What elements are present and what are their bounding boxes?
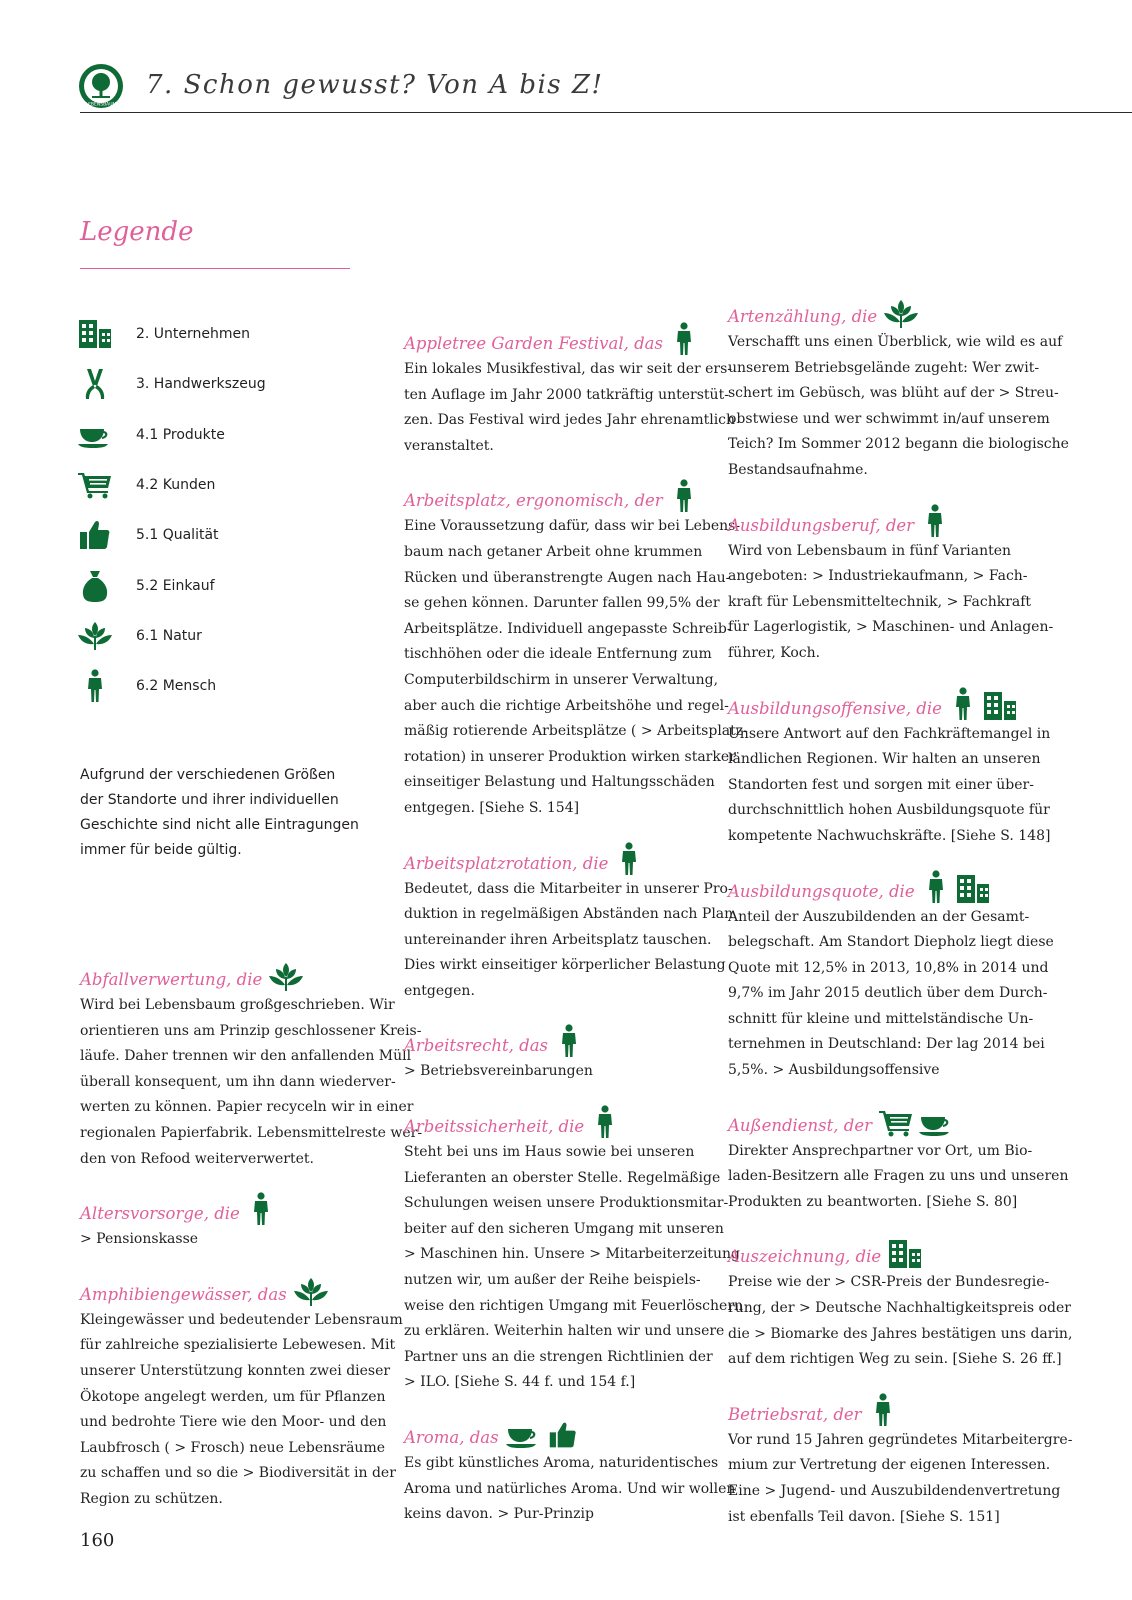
entry-text-line: ländlichen Regionen. Wir halten an unseren xyxy=(728,751,1041,768)
entry-description xyxy=(80,993,423,1172)
legend-item xyxy=(74,518,374,558)
glossary-entry xyxy=(728,1235,1073,1372)
entry-text-line: > Betriebsvereinbarungen xyxy=(404,1063,593,1080)
entry-heading-row xyxy=(404,322,704,356)
glossary-entry xyxy=(728,870,1054,1084)
entry-text-line: Partner uns an die strengen Richtlinien der xyxy=(404,1348,713,1365)
entry-heading-row xyxy=(404,1416,704,1450)
entry-text-line: zen. Das Festival wird jedes Jahr ehrenamtlich xyxy=(404,412,736,429)
thumbs-up-icon xyxy=(78,518,112,552)
person-icon xyxy=(247,1192,275,1226)
entry-description xyxy=(80,1227,380,1253)
entry-text-line: Schulungen weisen unsere Produktionsmitar- xyxy=(404,1195,729,1212)
legend-item xyxy=(74,669,374,709)
entry-text-line: weise den richtigen Umgang mit Feuerlöschern xyxy=(404,1297,744,1314)
entry-text-line: unserer Unterstützung konnten zwei dieser xyxy=(80,1362,391,1379)
entry-text-line: Eine > Jugend- und Auszubildendenvertretung xyxy=(728,1483,1061,1499)
entry-text-line: entgegen. [Siehe S. 154] xyxy=(404,799,580,816)
entry-category-icons xyxy=(879,1108,953,1138)
glossary-entry xyxy=(404,322,736,459)
entry-text-line: baum nach getaner Arbeit ohne krummen xyxy=(404,543,703,560)
entry-heading-row xyxy=(728,1235,1028,1269)
legend-item-label: 6.2 Mensch xyxy=(136,678,217,695)
glossary-entry xyxy=(80,1273,403,1513)
entry-text-line: Unsere Antwort auf den Fachkräftemangel in xyxy=(728,725,1051,742)
glossary-entry xyxy=(404,1105,744,1396)
entry-category-icons xyxy=(615,842,643,876)
entry-text-line: ist ebenfalls Teil davon. [Siehe S. 151] xyxy=(728,1508,1000,1525)
entry-description xyxy=(404,357,736,459)
glossary-entry xyxy=(728,687,1051,850)
entry-description xyxy=(728,905,1054,1084)
entry-text-line: läufe. Daher trennen wir den anfallenden Müll xyxy=(80,1048,412,1065)
entry-category-icons xyxy=(670,479,698,513)
entry-text-line: beiter auf den sicheren Umgang mit unseren xyxy=(404,1220,724,1237)
glossary-column-2 xyxy=(404,322,748,1528)
entry-term: Ausbildungsberuf, der xyxy=(728,515,915,535)
entry-text-line: > Pensionskasse xyxy=(80,1231,199,1248)
person-icon xyxy=(591,1105,619,1139)
entry-description xyxy=(728,1139,1069,1216)
entry-text-line: die > Biomarke des Jahres bestätigen uns darin, xyxy=(728,1325,1073,1342)
entry-text-line: Wird bei Lebensbaum großgeschrieben. Wir xyxy=(80,997,395,1013)
entry-heading-row xyxy=(728,687,1028,721)
entry-text-line: se gehen können. Darunter fallen 99,5% der xyxy=(404,595,720,612)
entry-description xyxy=(728,539,1054,667)
entry-text-line: Arbeitsplätze. Individuell angepasste Schreib- xyxy=(404,620,732,637)
bag-icon xyxy=(78,569,112,603)
entry-text-line: orientieren uns am Prinzip geschlossener Kreis- xyxy=(80,1022,422,1039)
legend-note-line: immer für beide gültig. xyxy=(80,842,242,858)
entry-term: Betriebsrat, der xyxy=(728,1404,862,1424)
entry-text-line: Ein lokales Musikfestival, das wir seit der ers- xyxy=(404,361,733,377)
entry-heading-row xyxy=(404,479,704,513)
glossary-entry xyxy=(404,1416,736,1528)
entry-text-line: Standorten fest und sorgen mit einer über- xyxy=(728,776,1034,793)
entry-category-icons xyxy=(888,1239,922,1269)
entry-category-icons xyxy=(591,1105,619,1139)
entry-heading-row xyxy=(728,1393,1028,1427)
entry-text-line: angeboten: > Industriekaufmann, > Fach- xyxy=(728,568,1028,585)
entry-term: Ausbildungsquote, die xyxy=(728,881,915,901)
entry-category-icons xyxy=(869,1393,897,1427)
entry-term: Arbeitsrecht, das xyxy=(404,1036,549,1056)
legend-item xyxy=(74,619,374,659)
header-divider xyxy=(80,112,1132,113)
entry-text-line: Lieferanten an oberster Stelle. Regelmäßige xyxy=(404,1169,721,1186)
entry-text-line: durchschnittlich hohen Ausbildungsquote für xyxy=(728,802,1050,819)
legend-item xyxy=(74,367,374,407)
entry-text-line: überall konsequent, um ihn dann wiederver- xyxy=(80,1073,396,1090)
entry-text-line: untereinander ihren Arbeitsplatz tauschen. xyxy=(404,931,712,948)
entry-text-line: und bedrohte Tiere wie den Moor- und den xyxy=(80,1414,387,1431)
plant-icon xyxy=(269,962,303,992)
entry-text-line: Verschafft uns einen Überblick, wie wild es auf xyxy=(728,334,1063,350)
entry-text-line: Computerbildschirm in unserer Verwaltung, xyxy=(404,671,719,688)
entry-category-icons xyxy=(921,504,949,538)
entry-text-line: 9,7% im Jahr 2015 deutlich über dem Durch- xyxy=(728,985,1048,1002)
entry-term: Amphibiengewässer, das xyxy=(80,1284,287,1304)
entry-category-icons xyxy=(670,322,698,356)
entry-description xyxy=(404,1059,704,1085)
entry-text-line: nutzen wir, um außer der Reihe beispiels- xyxy=(404,1272,701,1289)
entry-text-line: Vor rund 15 Jahren gegründetes Mitarbeitergre- xyxy=(728,1431,1073,1448)
entry-text-line: mium zur Vertretung der eigenen Interessen. xyxy=(728,1457,1051,1474)
cart-icon xyxy=(879,1108,913,1138)
entry-text-line: > Maschinen hin. Unsere > Mitarbeiterzeitung xyxy=(404,1246,741,1263)
glossary-entry xyxy=(404,479,748,821)
entry-term: Altersvorsorge, die xyxy=(80,1204,240,1224)
entry-text-line: Preise wie der > CSR-Preis der Bundesregie- xyxy=(728,1274,1050,1291)
glossary-entry xyxy=(80,1192,380,1253)
entry-term: Arbeitsplatz, ergonomisch, der xyxy=(404,491,663,511)
legend-note xyxy=(80,763,380,863)
legend-note-line: der Standorte und ihrer individuellen xyxy=(80,792,339,808)
legend-item-label: 5.2 Einkauf xyxy=(136,577,215,594)
entry-text-line: werten zu können. Papier recyceln wir in einer xyxy=(80,1099,414,1116)
entry-text-line: Eine Voraussetzung dafür, dass wir bei Lebens- xyxy=(404,518,741,535)
entry-text-line: Steht bei uns im Haus sowie bei unseren xyxy=(404,1144,695,1161)
entry-category-icons xyxy=(294,1277,328,1307)
entry-heading-row xyxy=(728,504,1028,538)
person-icon xyxy=(670,322,698,356)
person-icon xyxy=(670,479,698,513)
glossary-column-1 xyxy=(80,958,423,1513)
entry-text-line: Laubfrosch ( > Frosch) neue Lebensräume xyxy=(80,1439,385,1456)
entry-text-line: > ILO. [Siehe S. 44 f. und 154 f.] xyxy=(404,1374,636,1391)
entry-text-line: Ökotope angelegt werden, um für Pflanzen xyxy=(80,1388,386,1405)
entry-text-line: Es gibt künstliches Aroma, naturidentisches xyxy=(404,1455,719,1471)
legend-divider xyxy=(80,268,350,269)
entry-term: Artenzählung, die xyxy=(728,307,878,326)
legend-note-line: Aufgrund der verschiedenen Größen xyxy=(80,767,336,783)
entry-text-line: belegschaft. Am Standort Diepholz liegt diese xyxy=(728,934,1054,951)
person-icon xyxy=(922,870,950,904)
entry-heading-row xyxy=(728,295,1028,329)
person-icon xyxy=(869,1393,897,1427)
person-icon xyxy=(615,842,643,876)
cup-icon xyxy=(78,418,112,452)
entry-heading-row xyxy=(728,870,1028,904)
legend-item-label: 2. Unternehmen xyxy=(136,326,251,342)
entry-text-line: Teich? Im Sommer 2012 begann die biologische xyxy=(728,436,1069,453)
building-icon xyxy=(888,1239,922,1269)
entry-text-line: entgegen. xyxy=(404,982,475,999)
entry-text-line: regionalen Papierfabrik. Lebensmittelreste wer- xyxy=(80,1124,423,1141)
cup-icon xyxy=(919,1108,953,1138)
entry-text-line: Dies wirkt einseitiger körperlicher Belastung xyxy=(404,957,726,974)
chapter-title: 7. Schon gewusst? Von A bis Z! xyxy=(146,70,604,100)
entry-text-line: unserem Betriebsgelände zugeht: Wer zwit- xyxy=(728,359,1040,376)
entry-text-line: schnitt für kleine und mittelständische Un- xyxy=(728,1010,1034,1027)
cart-icon xyxy=(78,468,112,502)
entry-description xyxy=(80,1308,403,1513)
entry-text-line: auf dem richtigen Weg zu sein. [Siehe S. 26 ff.] xyxy=(728,1351,1062,1368)
entry-term: Ausbildungsoffensive, die xyxy=(728,698,942,718)
entry-text-line: tischhöhen oder die ideale Entfernung zum xyxy=(404,646,712,663)
building-icon xyxy=(78,317,112,351)
entry-category-icons xyxy=(269,962,303,992)
entry-category-icons xyxy=(555,1024,583,1058)
entry-text-line: für Lagerlogistik, > Maschinen- und Anlagen- xyxy=(728,619,1054,636)
entry-term: Arbeitsplatzrotation, die xyxy=(404,853,609,873)
entry-category-icons xyxy=(506,1420,580,1450)
entry-text-line: mäßig rotierende Arbeitsplätze ( > Arbeitsplatz- xyxy=(404,723,748,740)
entry-text-line: kraft für Lebensmitteltechnik, > Fachkraft xyxy=(728,593,1032,610)
entry-text-line: rung, der > Deutsche Nachhaltigkeitspreis oder xyxy=(728,1300,1071,1317)
plant-icon xyxy=(78,619,112,653)
entry-description xyxy=(404,877,734,1005)
legend-item xyxy=(74,569,374,609)
legend-item-label: 4.1 Produkte xyxy=(136,426,225,443)
entry-text-line: 5,5%. > Ausbildungsoffensive xyxy=(728,1062,940,1079)
legend-item-label: 6.1 Natur xyxy=(136,627,202,644)
legend-item-label: 5.1 Qualität xyxy=(136,527,219,544)
entry-text-line: Kleingewässer und bedeutender Lebensraum xyxy=(80,1311,403,1328)
entry-text-line: Wird von Lebensbaum in fünf Varianten xyxy=(728,542,1012,559)
entry-heading-row xyxy=(404,842,704,876)
entry-text-line: Region zu schützen. xyxy=(80,1490,223,1507)
plant-icon xyxy=(294,1277,328,1307)
entry-term: Abfallverwertung, die xyxy=(80,970,263,989)
legend-item xyxy=(74,468,374,508)
person-icon xyxy=(921,504,949,538)
entry-text-line: ten Auflage im Jahr 2000 tatkräftig unterstüt- xyxy=(404,386,729,403)
entry-text-line: zu erklären. Weiterhin halten wir und unsere xyxy=(404,1323,725,1340)
lebensbaum-logo xyxy=(78,63,124,109)
entry-heading-row xyxy=(728,1104,1028,1138)
entry-text-line: ternehmen in Deutschland: Der lag 2014 bei xyxy=(728,1036,1045,1053)
entry-description xyxy=(728,722,1051,850)
entry-term: Arbeitssicherheit, die xyxy=(404,1117,585,1137)
legend-item-label: 4.2 Kunden xyxy=(136,476,216,493)
entry-term: Außendienst, der xyxy=(728,1115,872,1135)
entry-description xyxy=(728,1270,1073,1372)
entry-category-icons xyxy=(922,870,990,904)
thumbs-up-icon xyxy=(546,1420,580,1450)
legend-heading: Legende xyxy=(80,217,194,247)
entry-category-icons xyxy=(884,299,918,329)
entry-text-line: duktion in regelmäßigen Abständen nach Plan xyxy=(404,906,734,923)
svg-text:LEBENSBAUM: LEBENSBAUM xyxy=(85,102,117,108)
entry-heading-row xyxy=(80,958,380,992)
entry-text-line: führer, Koch. xyxy=(728,644,821,661)
entry-text-line: für zahlreiche spezialisierte Lebewesen. Mit xyxy=(80,1337,396,1354)
building-icon xyxy=(956,874,990,904)
entry-text-line: Bestandsaufnahme. xyxy=(728,461,868,478)
page-number: 160 xyxy=(80,1530,115,1551)
entry-text-line: Anteil der Auszubildenden an der Gesamt- xyxy=(728,908,1030,925)
person-icon xyxy=(78,669,112,703)
entry-text-line: aber auch die richtige Arbeitshöhe und regel- xyxy=(404,697,729,714)
entry-text-line: keins davon. > Pur-Prinzip xyxy=(404,1506,594,1523)
entry-description xyxy=(728,330,1069,484)
entry-term: Auszeichnung, die xyxy=(728,1247,882,1267)
legend-item xyxy=(74,418,374,458)
person-icon xyxy=(949,687,977,721)
entry-text-line: Aroma und natürliches Aroma. Und wir wollen xyxy=(404,1480,736,1497)
entry-description xyxy=(404,514,748,821)
plant-icon xyxy=(884,299,918,329)
entry-text-line: zu schaffen und so die > Biodiversität in der xyxy=(80,1465,396,1482)
entry-term: Aroma, das xyxy=(404,1428,499,1447)
cup-icon xyxy=(506,1420,540,1450)
entry-term: Appletree Garden Festival, das xyxy=(404,334,663,353)
glossary-entry xyxy=(404,1024,704,1085)
legend-note-line: Geschichte sind nicht alle Eintragungen xyxy=(80,817,359,833)
legend-item-label: 3. Handwerkszeug xyxy=(136,376,266,393)
glossary-column-3 xyxy=(728,295,1073,1530)
entry-heading-row xyxy=(80,1273,380,1307)
entry-category-icons xyxy=(949,687,1017,721)
entry-text-line: veranstaltet. xyxy=(404,437,494,454)
entry-text-line: rotation) in unserer Produktion wirken starker xyxy=(404,748,736,765)
entry-text-line: Bedeutet, dass die Mitarbeiter in unserer Pro- xyxy=(404,880,733,897)
glossary-entry xyxy=(728,1393,1073,1530)
entry-description xyxy=(404,1140,744,1396)
glossary-entry xyxy=(728,1104,1069,1216)
glossary-entry xyxy=(728,295,1069,484)
entry-text-line: Direkter Ansprechpartner vor Ort, um Bio- xyxy=(728,1142,1033,1159)
entry-heading-row xyxy=(404,1105,704,1139)
entry-heading-row xyxy=(404,1024,704,1058)
person-icon xyxy=(555,1024,583,1058)
entry-text-line: Produkten zu beantworten. [Siehe S. 80] xyxy=(728,1193,1018,1210)
entry-text-line: schert im Gebüsch, was blüht auf der > Streu- xyxy=(728,385,1059,402)
glossary-entry xyxy=(404,842,734,1005)
tools-icon xyxy=(78,367,112,401)
entry-text-line: den von Refood weiterverwertet. xyxy=(80,1150,314,1167)
entry-text-line: obstwiese und wer schwimmt in/auf unserem xyxy=(728,410,1050,427)
entry-text-line: Rücken und überanstrengte Augen nach Hau- xyxy=(404,569,731,586)
glossary-entry xyxy=(80,958,423,1172)
entry-heading-row xyxy=(80,1192,380,1226)
entry-description xyxy=(728,1428,1073,1530)
legend-item xyxy=(74,317,374,357)
building-icon xyxy=(983,691,1017,721)
entry-text-line: kompetente Nachwuchskräfte. [Siehe S. 148] xyxy=(728,827,1051,844)
entry-category-icons xyxy=(247,1192,275,1226)
entry-text-line: einseitiger Belastung und Haltungsschäden xyxy=(404,774,715,791)
glossary-entry xyxy=(728,504,1054,667)
entry-text-line: laden-Besitzern alle Fragen zu uns und unseren xyxy=(728,1168,1069,1185)
entry-description xyxy=(404,1451,736,1528)
entry-text-line: Quote mit 12,5% in 2013, 10,8% in 2014 und xyxy=(728,959,1049,976)
